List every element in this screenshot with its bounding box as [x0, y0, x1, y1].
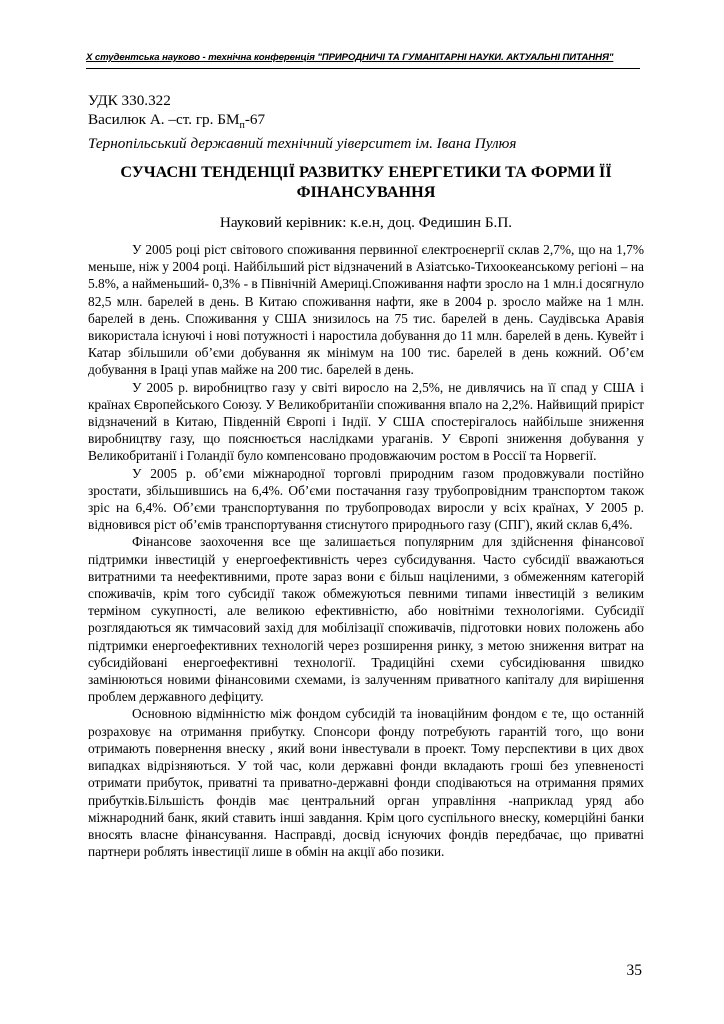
group-suffix: -67	[244, 110, 266, 128]
body-paragraph: У 2005 р. об’єми міжнародної торговлі природним газом продовжували постійно зростати, збільшившись на 6,4%. Об’єми постачання газу трубопровідним транспортом також зріс на 6,4%. Об’єми транспортування по трубопроводах виросли у всіх країнах, У 2005 р. відновився ріст об’ємів транспортування стиснутого природнього газу (СПГ), який склав 6,4%.	[88, 465, 644, 533]
supervisor-line: Науковий керівник: к.е.н, доц. Федишин Б.П.	[219, 214, 513, 231]
author-line	[88, 111, 644, 136]
article-title: СУЧАСНІ ТЕНДЕНЦІЇ РАЗВИТКУ ЕНЕРГЕТИКИ ТА ФОРМИ ЇЇ ФІНАНСУВАННЯ	[120, 163, 612, 201]
article-meta	[88, 92, 644, 154]
group-subscript: п	[239, 119, 245, 131]
body-paragraph: У 2005 р. виробництво газу у світі виросло на 2,5%, не дивлячись на її спад у США і країнах Європейського Союзу. У Великобританїіи споживання впало на 2,2%. Найвищий приріст відзначений в Китаю, Південній Європі і Індії. У США спостерігалось найбільше зниження виробництву газу, що пояснюється наслідками ураганів. У Європі зниження добування у Великобританії і Голандії було компенсовано продовжаючим ростом в Россії та Норвегії.	[88, 379, 644, 464]
udc-code: УДК 330.322	[88, 92, 171, 109]
body-paragraph: Основною відмінністю між фондом субсидій та іноваційним фондом є те, що останній розраховує на отримання прибутку. Спонсори фонду потребують гарантій того, що вони отримають повернення внеску , який вони інвестували в проект. Тому перспективи в цих двох випадках відрізняються. У той час, коли державні фонди вкладають гроші без упевненості отримати прибуток, приватні та приватно-державні фонди сподіваються на отримання прямих прибутків.Більшість фондів має центральний орган управління -наприклад уряд або міжнародний банк, який ставить інші завдання. Крім цого суспільного внеску, комерційні банки вносять власне фінансування. Насправді, досвід існуючих фондів передбачає, що приватні партнери роблять інвестиції лише в обмін на акції або позики.	[88, 706, 644, 860]
article-body	[88, 241, 644, 860]
affiliation: Тернопільський державний технічний уіверситет ім. Івана Пулюя	[88, 135, 517, 153]
header-rule	[86, 68, 640, 69]
page-number: 35	[626, 962, 642, 979]
author-name: Василюк А. –ст. гр. БМ	[88, 110, 240, 128]
body-paragraph: Фінансове заохочення все ще залишається популярним для здійснення фінансової підтримки інвестицій у енергоефективність через субсидування. Часто субсидії вважаються витратними та неефективними, проте зараз вони є більш націленими, з обмеженням категорій споживачів, крім того субсидії також обмежуються певними типами інвестицій з великим терміном сукупності, але великою ефективністю, або новітніми технологіями. Субсидії розглядаються як тимчасовий захід для мобілізації споживачів, підготовки нових положень або підтримки енергоефективних технологій через розширення ринку, з метою зниження витрат на субсидійовані енергоефективні технології. Традиційні схеми субсидіювання швидко замінюються новими фінансовими схемами, із залученням приватного капіталу для вирішення проблем державного дефіциту.	[88, 534, 644, 705]
body-paragraph: У 2005 році ріст світового споживання первинної єлектроєнергії склав 2,7%, що на 1,7% меньше, ніж у 2004 році. Найбільший ріст відзначений в Азіатсько-Тихоокеанському регіоні – на 5.8%, а найменьший- 0,3% - в Північній Америці.Споживання нафти зросло на 1 млн.і досягнуло 82,5 млн. барелей в день. В Китаю споживання нафти, яке в 2004 р. зросло майже на 1 млн. барелей в день. Споживання у США знизилось на 75 тис. барелей в день. Саудівська Аравія використала існуючі і нові потужності і наростила добування до 11 млн. барелей в день. Кувейт і Катар збільшили об’єми добування як мінімум на 100 тис. барелей в день кожний. Об’єм добування в Іраці упав майже на 200 тис. барелей в день.	[88, 242, 644, 378]
running-header: Х студентська науково - технічна конференція "ПРИРОДНИЧІ ТА ГУМАНІТАРНІ НАУКИ. АКТУАЛЬНІ ПИТАННЯ"	[86, 52, 614, 63]
